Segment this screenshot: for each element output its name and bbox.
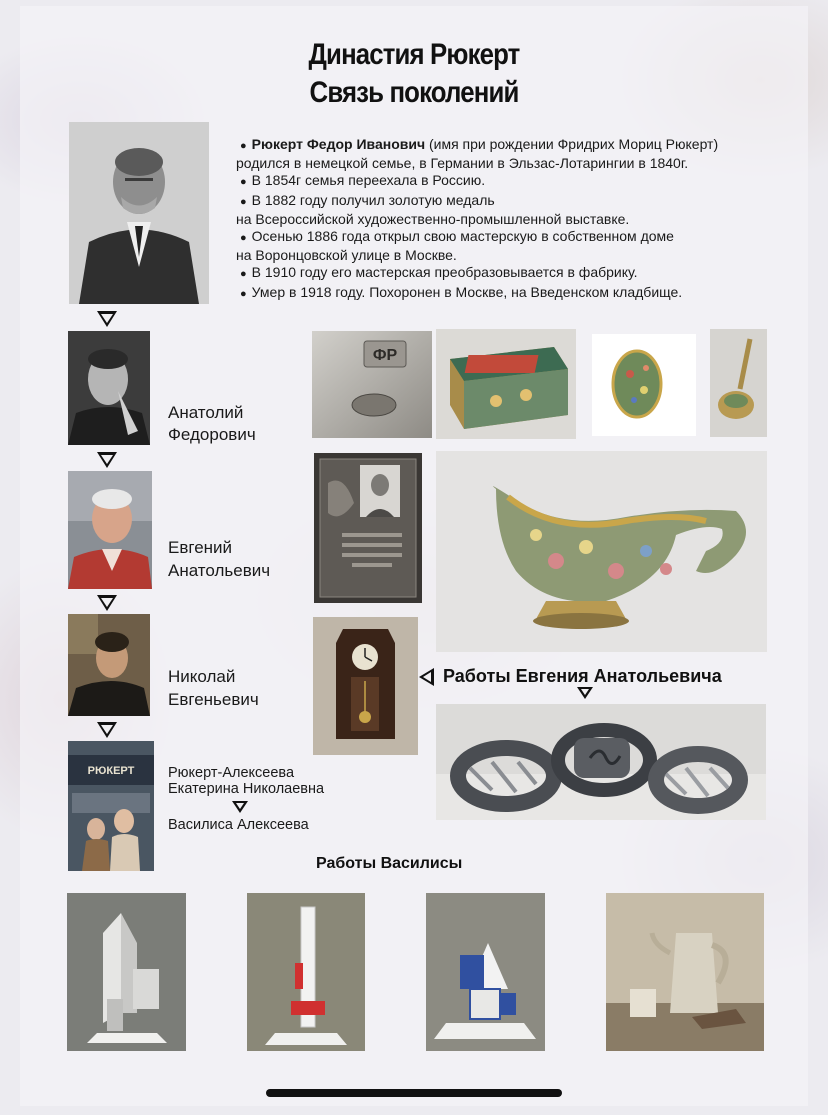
hallmark-text: ФР xyxy=(372,347,398,364)
photo-silver-rings xyxy=(436,704,766,820)
down-arrow-icon xyxy=(97,722,117,738)
photo-enamel-egg xyxy=(592,334,696,436)
down-arrow-icon xyxy=(577,687,593,699)
photo-sculpture-blue-cubes xyxy=(426,893,545,1051)
label-works-evgeny: Работы Евгения Анатольевича xyxy=(443,666,722,686)
name-anatoly-patronymic: Федорович xyxy=(168,425,256,444)
name-evgeny-patronymic: Анатольевич xyxy=(168,561,271,580)
portrait-anatoly-fedorovich xyxy=(68,331,150,445)
photo-sculpture-red-tower xyxy=(247,893,365,1051)
label-works-vasilisa: Работы Василисы xyxy=(316,855,463,872)
photo-ekaterina-and-vasilisa xyxy=(68,741,154,871)
photo-still-life-painting xyxy=(606,893,764,1051)
name-vasilisa: Василиса Алексеева xyxy=(168,817,309,833)
name-ekaterina-line2: Екатерина Николаевна xyxy=(168,781,325,797)
name-nikolay-first: Николай xyxy=(168,667,236,686)
photo-hallmark-fr xyxy=(312,331,432,438)
home-indicator[interactable] xyxy=(266,1089,562,1097)
shop-sign-text: РЮКЕРТ xyxy=(87,765,135,777)
biography-text: ● Рюкерт Федор Иванович (имя при рождении Фридрих Мориц Рюкерт) родился в немецкой семье, в Германии в Эльзас-Лотарингии в 1840г. ● В 1854г семья переехала в Россию. ● В 1882 году получил золотую медаль на Всероссийской художественно-промышленной выставке. ● Осенью 1886 года открыл свою мастерскую в собственном доме на Воронцовской улице в Москве. ● В 1910 году его мастерская преобразовывается в фабрику. ● Умер в 1918 году. Похоронен в Москве, на Введенском кладбище. xyxy=(236,136,719,300)
name-nikolay-patronymic: Евгеньевич xyxy=(168,690,259,709)
name-evgeny-first: Евгений xyxy=(168,538,233,557)
photo-wall-clock xyxy=(313,617,418,755)
photo-spoon-kovsh xyxy=(710,329,767,437)
page-subtitle: Связь поколений xyxy=(309,76,519,109)
photo-memorial-plaque xyxy=(314,453,422,603)
down-arrow-icon xyxy=(97,595,117,611)
down-arrow-icon xyxy=(97,311,117,327)
bio-name: Рюкерт Федор Иванович xyxy=(251,136,426,152)
left-arrow-icon xyxy=(419,668,434,686)
down-arrow-icon xyxy=(97,452,117,468)
name-anatoly-first: Анатолий xyxy=(168,403,244,422)
portrait-nikolay-evgenyevich xyxy=(68,614,150,716)
portrait-evgeny-anatolyevich xyxy=(68,471,152,589)
down-arrow-icon xyxy=(232,801,248,813)
name-ekaterina-line1: Рюкерт-Алексеева xyxy=(168,765,295,781)
photo-sculpture-towers xyxy=(67,893,186,1051)
page-title: Династия Рюкерт xyxy=(308,38,520,71)
photo-enamel-box xyxy=(436,329,576,439)
portrait-fedor-ivanovich xyxy=(69,122,209,304)
photo-enamel-kovsh xyxy=(436,451,767,652)
